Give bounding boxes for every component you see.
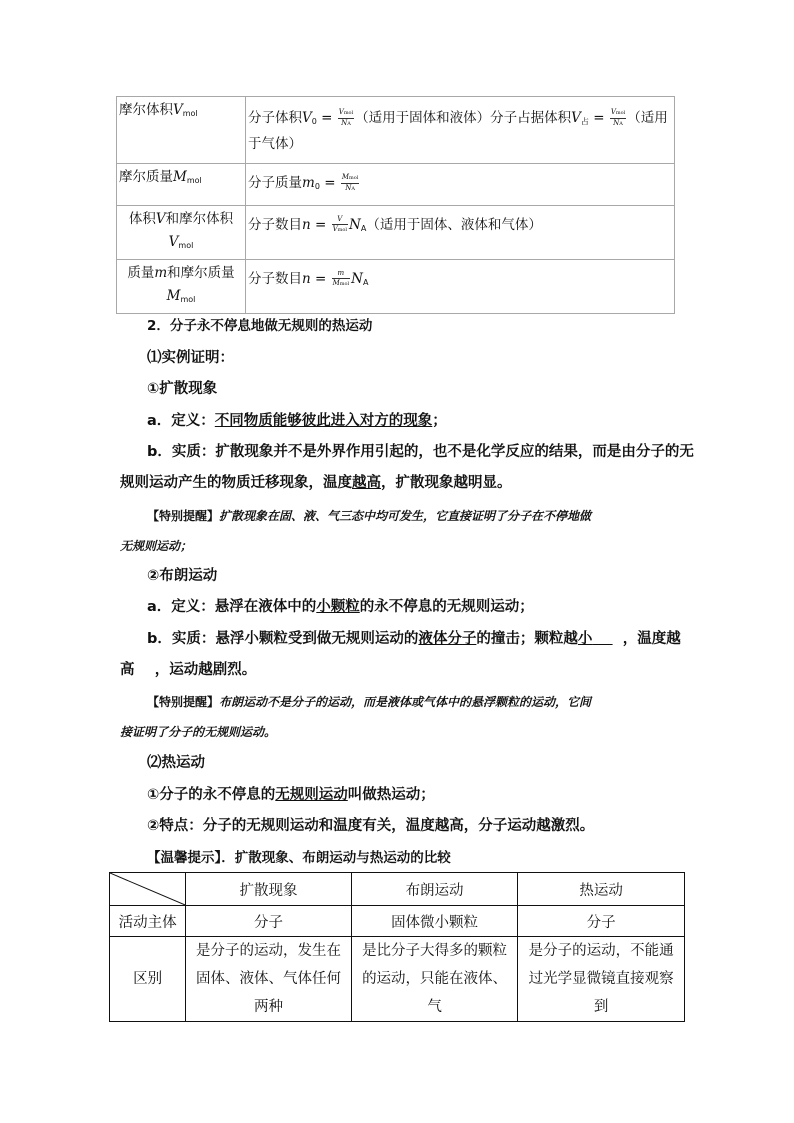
table-row [117, 206, 675, 260]
table-cell: 分子 [186, 906, 352, 937]
comparison-table [109, 872, 685, 1022]
table-cell: 是比分子大得多的颗粒的运动，只能在液体、气 [351, 937, 518, 1022]
table-row [117, 97, 675, 164]
row-label-molar-volume: 摩尔体积$V_{mol}$ [117, 97, 246, 164]
formula-molecular-mass: 分子质量$m_0$ = $\frac{\text{Mmol}}{NA}$ [246, 164, 675, 206]
table-cell: 固体微小颗粒 [351, 906, 518, 937]
formula-molecule-count-by-mass: 分子数目n = $\frac{m}{\text{Mmol}}$ $N_A$ [246, 260, 675, 314]
diagonal-line [110, 873, 185, 905]
special-note-2-line1: 【特别提醒】布朗运动不是分子的运动，而是液体或气体中的悬浮颗粒的运动，它间 [147, 695, 592, 709]
table-row [117, 260, 675, 314]
brownian-definition: a．定义：悬浮在液体中的小颗粒的永不停息的无规则运动； [147, 599, 534, 615]
subheading-thermal-motion: ⑵热运动 [147, 755, 205, 771]
subheading-evidence: ⑴实例证明： [147, 350, 234, 366]
header-brownian: 布朗运动 [351, 873, 518, 906]
item-diffusion: ①扩散现象 [147, 381, 218, 397]
table-row [110, 937, 685, 1022]
table-row [110, 906, 685, 937]
molecular-formula-table [116, 96, 675, 314]
table-cell: 是分子的运动，不能通过光学显微镜直接观察到 [518, 937, 685, 1022]
diffusion-definition: a．定义：不同物质能够彼此进入对方的现象； [147, 413, 447, 429]
row-label-difference: 区别 [110, 937, 186, 1022]
table-cell: 分子 [518, 906, 685, 937]
table-header-row [110, 873, 685, 906]
brownian-essence-line1: b．实质：悬浮小颗粒受到做无规则运动的液体分子的撞击；颗粒越小 ，温度越 [147, 631, 681, 647]
formula-molecule-count-by-volume: 分子数目n = $\frac{V}{\text{Vmol}}$ $N_A$（适用于固体、液体和气体） [246, 206, 675, 260]
brownian-essence-line2: 高 ，运动越剧烈。 [120, 662, 257, 678]
item-brownian-motion: ②布朗运动 [147, 568, 218, 584]
formula-molecular-volume: 分子体积$V_0$ = $\frac{\text{Vmol}}{NA}$ （适用于固体和液体）分子占据体积$V_占$ = $\frac{\text{Vmol}}{NA}$ （适用 于气体） [246, 97, 675, 164]
section-heading: 2．分子永不停息地做无规则的热运动 [147, 318, 373, 334]
table-row [117, 164, 675, 206]
table-cell: 是分子的运动，发生在固体、液体、气体任何两种 [186, 937, 352, 1022]
special-note-1-line2: 无规则运动； [120, 539, 193, 553]
diffusion-essence-line2: 规则运动产生的物质迁移现象，温度越高，扩散现象越明显。 [120, 475, 512, 491]
warm-tip: 【温馨提示】．扩散现象、布朗运动与热运动的比较 [147, 850, 451, 866]
header-diffusion: 扩散现象 [186, 873, 352, 906]
row-label-mass-and-molar-mass: 质量m和摩尔质量 $M_{mol}$ [117, 260, 246, 314]
header-thermal: 热运动 [518, 873, 685, 906]
row-label-molar-mass: 摩尔质量$M_{mol}$ [117, 164, 246, 206]
fraction: $\frac{V}{\text{Vmol}}$ [332, 215, 348, 233]
diagonal-header-cell [110, 873, 186, 906]
fraction: $\frac{\text{Mmol}}{NA}$ [341, 172, 359, 192]
fraction: $\frac{\text{Vmol}}{NA}$ [610, 107, 626, 127]
thermal-motion-definition: ①分子的永不停息的无规则运动叫做热运动； [147, 787, 435, 803]
fraction: $\frac{\text{Vmol}}{NA}$ [338, 107, 354, 127]
special-note-2-line2: 接证明了分子的无规则运动。 [120, 725, 277, 739]
diffusion-essence-line1: b．实质：扩散现象并不是外界作用引起的，也不是化学反应的结果，而是由分子的无 [147, 444, 694, 460]
fraction: $\frac{m}{\text{Mmol}}$ [332, 269, 350, 287]
thermal-motion-feature: ②特点：分子的无规则运动和温度有关，温度越高，分子运动越激烈。 [147, 818, 595, 834]
row-label-volume-and-molar-volume: 体积V和摩尔体积 $V_{mol}$ [117, 206, 246, 260]
special-note-1-line1: 【特别提醒】扩散现象在固、液、气三态中均可发生，它直接证明了分子在不停地做 [147, 509, 592, 523]
row-label-subject: 活动主体 [110, 906, 186, 937]
